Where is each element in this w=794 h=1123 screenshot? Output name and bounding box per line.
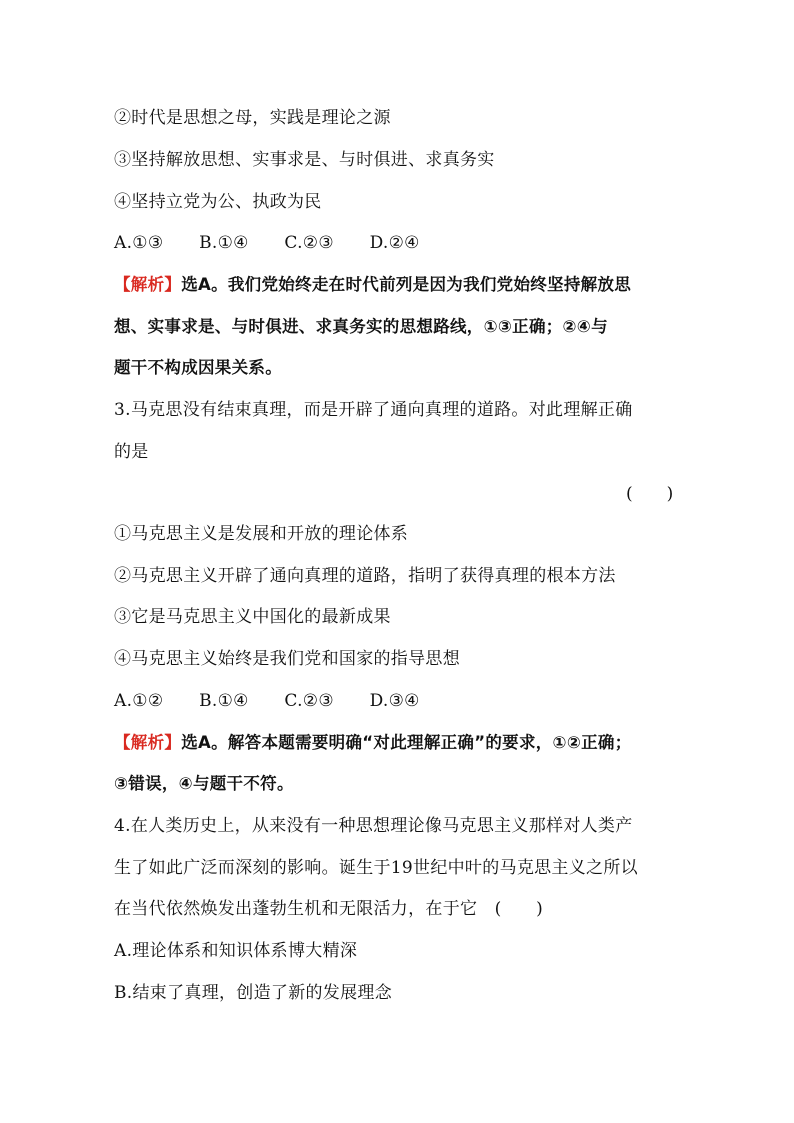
q2-item-3: ③坚持解放思想、实事求是、与时俱进、求真务实 — [114, 150, 495, 170]
q3-item-4: ④马克思主义始终是我们党和国家的指导思想 — [114, 649, 460, 669]
q3-option-b: B.①④ — [199, 691, 249, 711]
q4-stem-line-3: 在当代依然焕发出蓬勃生机和无限活力，在于它 ( ) — [114, 899, 544, 919]
q3-stem-line-2: 的是 — [114, 442, 149, 462]
q2-item-2: ②时代是思想之母，实践是理论之源 — [114, 108, 391, 128]
q2-options — [114, 231, 450, 255]
q2-analysis-line-3: 题干不构成因果关系。 — [114, 358, 282, 377]
q3-analysis-text-1: 选A。解答本题需要明确“对此理解正确”的要求，①②正确； — [181, 733, 632, 752]
q3-option-d: D.③④ — [369, 691, 420, 711]
q3-stem-line-1: 3.马克思没有结束真理，而是开辟了通向真理的道路。对此理解正确 — [114, 400, 633, 420]
q2-option-a: A.①③ — [114, 233, 164, 253]
analysis-tag: 【解析】 — [114, 733, 182, 752]
q2-option-b: B.①④ — [199, 233, 249, 253]
q2-analysis-line-2: 想、实事求是、与时俱进、求真务实的思想路线，①③正确；②④与 — [114, 317, 608, 336]
q3-item-3: ③它是马克思主义中国化的最新成果 — [114, 607, 391, 627]
q3-item-1: ①马克思主义是发展和开放的理论体系 — [114, 524, 409, 544]
q4-option-a: A.理论体系和知识体系博大精深 — [114, 941, 358, 961]
q3-analysis-line-2: ③错误，④与题干不符。 — [114, 774, 294, 793]
q2-analysis-text-1: 选A。我们党始终走在时代前列是因为我们党始终坚持解放思 — [181, 275, 632, 294]
q3-options — [114, 689, 450, 713]
q4-option-b: B.结束了真理，创造了新的发展理念 — [114, 983, 392, 1003]
q2-analysis-line-1 — [114, 273, 631, 297]
q4-stem-line-2: 生了如此广泛而深刻的影响。诞生于19世纪中叶的马克思主义之所以 — [114, 858, 638, 878]
q3-answer-paren: ( ) — [626, 484, 674, 504]
q3-item-2: ②马克思主义开辟了通向真理的道路，指明了获得真理的根本方法 — [114, 566, 616, 586]
analysis-tag: 【解析】 — [114, 275, 182, 294]
q2-item-4: ④坚持立党为公、执政为民 — [114, 192, 322, 212]
q2-option-d: D.②④ — [369, 233, 420, 253]
q3-option-c: C.②③ — [284, 691, 334, 711]
q3-analysis-line-1 — [114, 731, 632, 755]
q3-option-a: A.①② — [114, 691, 164, 711]
q4-stem-line-1: 4.在人类历史上，从来没有一种思想理论像马克思主义那样对人类产 — [114, 816, 633, 836]
q2-option-c: C.②③ — [284, 233, 334, 253]
